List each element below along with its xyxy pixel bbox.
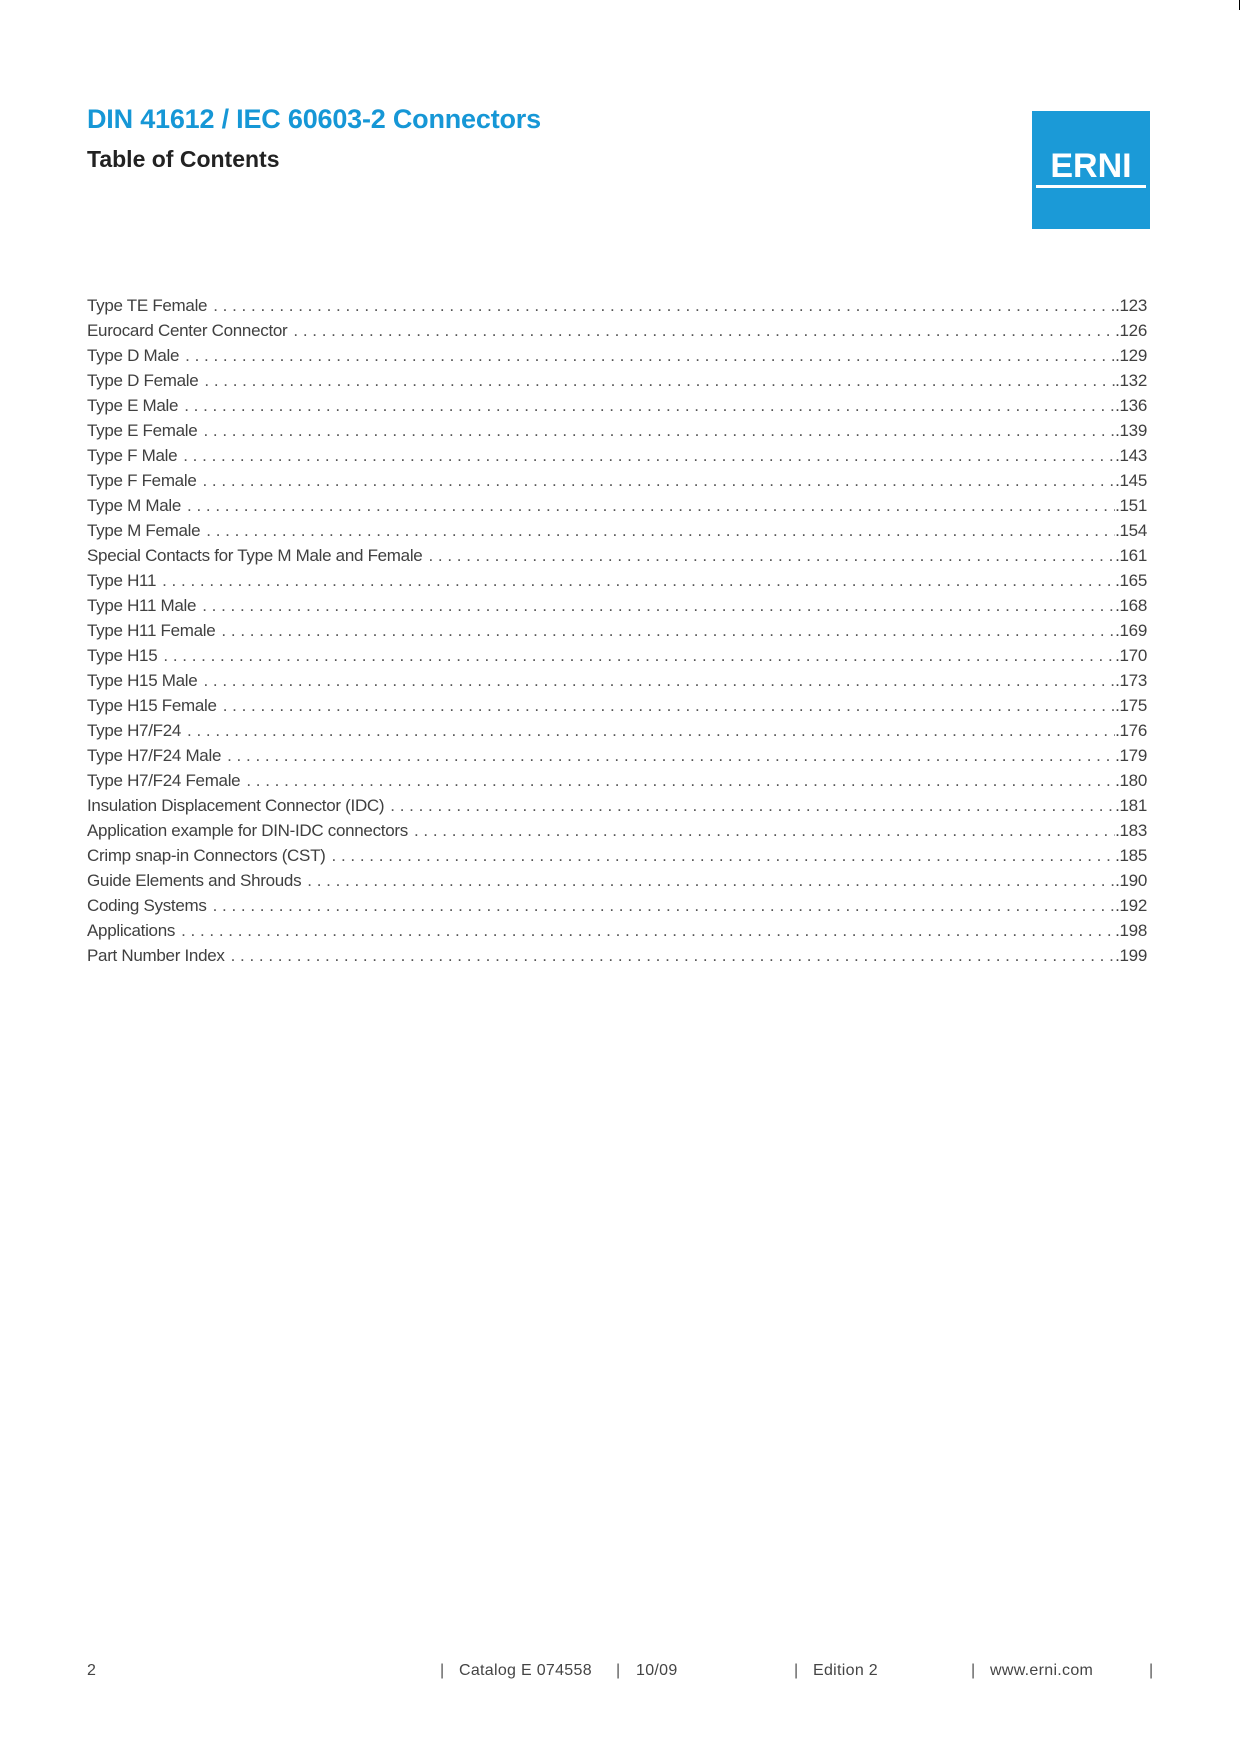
footer-separator: | [440, 1662, 445, 1679]
footer-page-number: 2 [87, 1662, 97, 1679]
toc-entry-label: Type H7/F24 Male [87, 746, 227, 766]
toc-dot-leader [204, 371, 1115, 391]
footer-website[interactable]: www.erni.com [990, 1662, 1094, 1679]
toc-entry-page: . 143 [1115, 446, 1147, 466]
toc-entry-label: Type E Female [87, 421, 203, 441]
toc-dot-leader [332, 846, 1116, 866]
toc-entry-page: . 179 [1115, 746, 1147, 766]
toc-entry[interactable] [87, 671, 1147, 696]
toc-entry-label: Type D Male [87, 346, 185, 366]
toc-dot-leader [293, 321, 1115, 341]
toc-entry-label: Type H15 Male [87, 671, 203, 691]
toc-entry-label: Type H11 Female [87, 621, 221, 641]
toc-entry-page: . 145 [1115, 471, 1147, 491]
toc-entry-page: . 180 [1115, 771, 1147, 791]
toc-entry[interactable] [87, 796, 1147, 821]
logo-underline [1036, 185, 1146, 188]
toc-dot-leader [414, 821, 1115, 841]
toc-entry[interactable] [87, 621, 1147, 646]
erni-logo [1032, 111, 1150, 229]
page-footer [0, 1662, 1240, 1686]
toc-entry[interactable] [87, 596, 1147, 621]
toc-dot-leader [213, 896, 1116, 916]
toc-entry[interactable] [87, 321, 1147, 346]
toc-entry-page: . 173 [1115, 671, 1147, 691]
page-subtitle: Table of Contents [87, 146, 280, 172]
toc-dot-leader [307, 871, 1115, 891]
toc-entry-label: Type F Male [87, 446, 183, 466]
toc-entry-label: Special Contacts for Type M Male and Female [87, 546, 428, 566]
toc-entry-page: . 126 [1115, 321, 1147, 341]
toc-entry-label: Application example for DIN-IDC connectors [87, 821, 414, 841]
toc-entry-page: . 185 [1115, 846, 1147, 866]
footer-separator: | [971, 1662, 976, 1679]
footer-separator: | [1149, 1662, 1154, 1679]
toc-entry-label: Coding Systems [87, 896, 213, 916]
toc-entry[interactable] [87, 296, 1147, 321]
toc-dot-leader [213, 296, 1115, 316]
toc-entry-page: . 154 [1115, 521, 1147, 541]
toc-dot-leader [202, 471, 1115, 491]
toc-entry-page: . 169 [1115, 621, 1147, 641]
toc-entry-label: Type H15 [87, 646, 163, 666]
toc-dot-leader [162, 571, 1115, 591]
toc-entry[interactable] [87, 746, 1147, 771]
toc-entry[interactable] [87, 471, 1147, 496]
toc-entry-label: Eurocard Center Connector [87, 321, 293, 341]
toc-entry-label: Part Number Index [87, 946, 231, 966]
toc-entry-page: . 170 [1115, 646, 1147, 666]
toc-entry-label: Guide Elements and Shrouds [87, 871, 307, 891]
toc-entry-page: . 181 [1115, 796, 1147, 816]
toc-entry-page: . 161 [1115, 546, 1147, 566]
toc-entry-label: Type H11 Male [87, 596, 202, 616]
toc-entry-label: Applications [87, 921, 181, 941]
toc-entry[interactable] [87, 496, 1147, 521]
table-of-contents [87, 296, 1147, 971]
toc-entry-label: Type H7/F24 Female [87, 771, 246, 791]
toc-entry-page: . 165 [1115, 571, 1147, 591]
toc-dot-leader [184, 396, 1115, 416]
toc-entry-label: Type H11 [87, 571, 162, 591]
footer-edition: Edition 2 [813, 1662, 878, 1679]
toc-entry-label: Type TE Female [87, 296, 213, 316]
toc-entry-page: . 198 [1115, 921, 1147, 941]
toc-entry-label: Type H7/F24 [87, 721, 187, 741]
toc-dot-leader [206, 521, 1115, 541]
toc-entry-label: Crimp snap-in Connectors (CST) [87, 846, 332, 866]
toc-entry[interactable] [87, 521, 1147, 546]
toc-entry[interactable] [87, 721, 1147, 746]
toc-entry-page: . 136 [1115, 396, 1147, 416]
toc-entry-page: . 132 [1115, 371, 1147, 391]
toc-entry[interactable] [87, 871, 1147, 896]
toc-dot-leader [221, 621, 1115, 641]
toc-entry-label: Type H15 Female [87, 696, 223, 716]
toc-entry-page: . 175 [1115, 696, 1147, 716]
footer-separator: | [616, 1662, 621, 1679]
toc-entry-page: . 123 [1115, 296, 1147, 316]
toc-entry-page: . 190 [1115, 871, 1147, 891]
toc-dot-leader [163, 646, 1115, 666]
page-title: DIN 41612 / IEC 60603-2 Connectors [87, 104, 541, 134]
toc-entry-page: . 139 [1115, 421, 1147, 441]
toc-entry[interactable] [87, 821, 1147, 846]
toc-entry[interactable] [87, 446, 1147, 471]
toc-entry[interactable] [87, 646, 1147, 671]
toc-dot-leader [246, 771, 1115, 791]
toc-entry[interactable] [87, 771, 1147, 796]
logo-text: ERNI [1050, 147, 1132, 185]
toc-entry-page: . 129 [1115, 346, 1147, 366]
toc-entry-label: Type D Female [87, 371, 204, 391]
toc-entry[interactable] [87, 421, 1147, 446]
toc-dot-leader [202, 596, 1115, 616]
toc-entry-label: Insulation Displacement Connector (IDC) [87, 796, 390, 816]
toc-entry[interactable] [87, 396, 1147, 421]
toc-dot-leader [183, 446, 1115, 466]
toc-dot-leader [390, 796, 1115, 816]
toc-entry[interactable] [87, 371, 1147, 396]
toc-entry-label: Type E Male [87, 396, 184, 416]
toc-entry[interactable] [87, 696, 1147, 721]
toc-entry-page: . 183 [1115, 821, 1147, 841]
toc-entry[interactable] [87, 546, 1147, 571]
footer-catalog: Catalog E 074558 [459, 1662, 592, 1679]
toc-entry-label: Type M Female [87, 521, 206, 541]
toc-dot-leader [231, 946, 1116, 966]
toc-entry-page: . 151 [1115, 496, 1147, 516]
toc-entry-label: Type M Male [87, 496, 187, 516]
footer-date: 10/09 [636, 1662, 678, 1679]
toc-entry[interactable] [87, 571, 1147, 596]
toc-dot-leader [187, 496, 1115, 516]
toc-dot-leader [185, 346, 1115, 366]
toc-entry[interactable] [87, 946, 1147, 971]
toc-dot-leader [181, 921, 1115, 941]
toc-dot-leader [428, 546, 1115, 566]
toc-dot-leader [227, 746, 1115, 766]
toc-entry-page: . 192 [1115, 896, 1147, 916]
toc-entry[interactable] [87, 346, 1147, 371]
toc-dot-leader [187, 721, 1115, 741]
footer-separator: | [794, 1662, 799, 1679]
toc-entry[interactable] [87, 846, 1147, 871]
toc-entry-page: . 176 [1115, 721, 1147, 741]
toc-entry-page: . 199 [1115, 946, 1147, 966]
toc-entry-page: . 168 [1115, 596, 1147, 616]
toc-entry[interactable] [87, 921, 1147, 946]
toc-entry-label: Type F Female [87, 471, 202, 491]
toc-dot-leader [203, 671, 1115, 691]
toc-entry[interactable] [87, 896, 1147, 921]
toc-dot-leader [223, 696, 1115, 716]
toc-dot-leader [203, 421, 1115, 441]
